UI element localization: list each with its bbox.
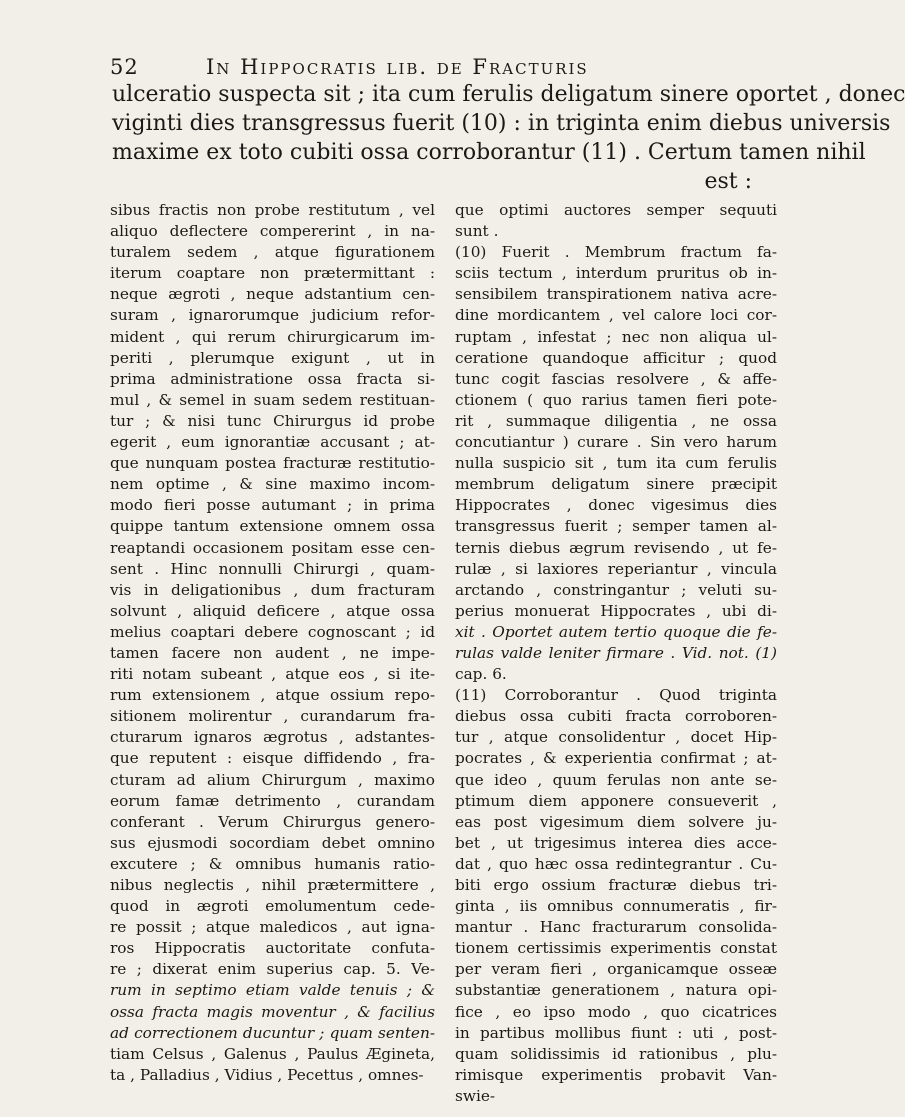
intro-paragraph [112, 80, 905, 196]
left-column-line: vis in deligationibus , dum fracturam [110, 580, 435, 599]
right-column-line: perius monuerat Hippocrates , ubi di- [455, 601, 777, 620]
intro-line: est : [704, 169, 752, 194]
intro-line: ulceratio suspecta sit ; ita cum ferulis deligatum sinere oportet , donec [112, 82, 905, 107]
right-column-line: rulas valde leniter firmare . Vid. not. (1) [455, 643, 777, 662]
left-column-line: turalem sedem , atque figurationem [110, 243, 435, 262]
right-column-line: substantiæ generationem , natura opi- [455, 981, 777, 1000]
right-column-line: ctionem ( quo rarius tamen fieri pote- [455, 390, 777, 409]
right-column-line: cap. 6. [455, 665, 507, 684]
left-column-line: suram , ignarorumque judicium refor- [110, 306, 435, 325]
left-column-line: riti notam subeant , atque eos , si ite- [110, 665, 435, 684]
left-column-line: ad correctionem ducuntur ; quam senten- [110, 1023, 435, 1042]
right-column-line: sciis tectum , interdum pruritus ob in- [455, 264, 777, 283]
left-column-line: que reputent : eisque diffidendo , fra- [110, 749, 435, 768]
right-column-line: (10) Fuerit . Membrum fractum fa- [455, 243, 777, 262]
left-column-line: nibus neglectis , nihil prætermittere , [110, 876, 435, 894]
right-column-line: concutiantur ) curare . Sin vero harum [455, 433, 777, 452]
right-column-line: rulæ , si laxiores reperiantur , vincula [455, 559, 777, 578]
left-column-line: cturam ad alium Chirurgum , maximo [110, 770, 435, 789]
left-column-line: ossa fracta magis moventur , & facilius [110, 1002, 435, 1021]
right-column-line: dat , quo hæc ossa redintegrantur . Cu- [455, 854, 777, 873]
right-column-line: eas post vigesimum diem solvere ju- [455, 812, 777, 831]
right-column-line: sunt . [455, 222, 499, 241]
right-column-line: rimisque experimentis probavit Van- [455, 1065, 777, 1084]
right-column-line: tionem certissimis experimentis constat [455, 939, 777, 958]
left-column-line: iterum coaptare non prætermittant : [110, 264, 435, 283]
left-column-line: eorum famæ detrimento , curandam [110, 791, 435, 810]
left-column-line: sent . Hinc nonnulli Chirurgi , quam- [110, 559, 435, 578]
left-column-line: egerit , eum ignorantiæ accusant ; at- [110, 433, 435, 452]
left-column-line: neque ægroti , neque adstantium cen- [110, 285, 435, 304]
right-column-line: ternis diebus ægrum revisendo , ut fe- [455, 538, 777, 557]
left-column-line: tur ; & nisi tunc Chirurgus id probe [110, 411, 435, 430]
left-column-line: quod in ægroti emolumentum cede- [110, 897, 435, 916]
right-column-line: ceratione quandoque afficitur ; quod [455, 348, 777, 367]
left-column-line: re possit ; atque maledicos , aut igna- [110, 918, 435, 937]
intro-line: viginti dies transgressus fuerit (10) : in triginta enim diebus universis [112, 111, 891, 136]
right-column-line: dine mordicantem , vel calore loci cor- [455, 306, 777, 325]
right-column-line: fice , eo ipso modo , quo cicatrices [455, 1002, 777, 1021]
right-column-line: arctando , constringantur ; veluti su- [455, 580, 777, 599]
left-column-line: ta , Palladius , Vidius , Pecettus , omnes- [110, 1065, 424, 1084]
right-column-line: ptimum diem apponere consueverit , [455, 791, 777, 810]
right-column-line: tunc cogit fascias resolvere , & affe- [455, 369, 777, 388]
left-column-line: sitionem molirentur , curandarum fra- [110, 707, 435, 726]
left-column-line: aliquo deflectere compererint , in na- [110, 222, 435, 241]
left-column-line: ros Hippocratis auctoritate confuta- [110, 939, 435, 958]
left-column-line: quippe tantum extensione omnem ossa [110, 517, 435, 536]
right-column-line: swie- [455, 1086, 496, 1105]
right-column-line: pocrates , & experientia confirmat ; at- [455, 749, 777, 768]
left-column-line: nem optime , & sine maximo incom- [110, 475, 435, 494]
right-column-line: mantur . Hanc fracturarum consolida- [455, 918, 777, 937]
left-column [110, 200, 435, 1086]
left-column-line: sus ejusmodi socordiam debet omnino [110, 833, 435, 852]
right-column-line: biti ergo ossium fracturæ diebus tri- [455, 876, 777, 894]
right-column-line: per veram fieri , organicamque osseæ [455, 960, 777, 979]
right-column-line: que optimi auctores semper sequuti [455, 201, 777, 219]
left-column-line: re ; dixerat enim superius cap. 5. Ve- [110, 960, 435, 979]
left-column-line: tamen facere non audent , ne impe- [110, 643, 435, 662]
left-column-line: melius coaptari debere cognoscant ; id [110, 622, 435, 641]
right-column-line: (11) Corroborantur . Quod triginta [455, 686, 777, 705]
right-column-line: bet , ut trigesimus interea dies acce- [455, 833, 777, 852]
right-column-line: membrum deligatum sinere præcipit [455, 475, 777, 494]
left-column-line: solvunt , aliquid deficere , atque ossa [110, 601, 435, 620]
left-column-line: sibus fractis non probe restitutum , vel [110, 201, 435, 219]
right-column-line: in partibus mollibus fiunt : uti , post- [455, 1023, 777, 1042]
left-column-line: reaptandi occasionem positam esse cen- [110, 538, 435, 557]
page-number: 52 [110, 55, 139, 79]
left-column-line: mident , qui rerum chirurgicarum im- [110, 327, 435, 346]
right-column-line: quam solidissimis id rationibus , plu- [455, 1044, 777, 1063]
left-column-line: mul , & semel in suam sedem restituan- [110, 390, 435, 409]
right-column-line: tur , atque consolidentur , docet Hip- [455, 728, 777, 747]
left-column-line: que nunquam postea fracturæ restitutio- [110, 454, 435, 473]
right-column-line: que ideo , quum ferulas non ante se- [455, 770, 777, 789]
right-column-line: ginta , iis omnibus connumeratis , fir- [455, 897, 777, 916]
intro-line: maxime ex toto cubiti ossa corroborantur (11) . Certum tamen nihil [112, 140, 866, 165]
left-column-line: prima administratione ossa fracta si- [110, 369, 435, 388]
running-title: In Hippocratis lib. de Fracturis [206, 55, 589, 79]
right-column-line: rit , summaque diligentia , ne ossa [455, 411, 777, 430]
right-column-line: transgressus fuerit ; semper tamen al- [455, 517, 777, 536]
left-column-line: excutere ; & omnibus humanis ratio- [110, 854, 435, 873]
left-column-line: tiam Celsus , Galenus , Paulus Ægineta, [110, 1044, 435, 1063]
left-column-line: cturarum ignaros ægrotus , adstantes- [110, 728, 435, 747]
left-column-line: rum in septimo etiam valde tenuis ; & [110, 981, 435, 1000]
right-column [455, 200, 777, 1107]
right-column-line: nulla suspicio sit , tum ita cum ferulis [455, 454, 777, 473]
right-column-line: sensibilem transpirationem nativa acre- [455, 285, 777, 304]
right-column-line: Hippocrates , donec vigesimus dies [455, 496, 777, 515]
right-column-line: xit . Oportet autem tertio quoque die fe- [455, 622, 777, 641]
left-column-line: rum extensionem , atque ossium repo- [110, 686, 435, 705]
right-column-line: diebus ossa cubiti fracta corroboren- [455, 707, 777, 726]
left-column-line: periti , plerumque exigunt , ut in [110, 348, 435, 367]
left-column-line: modo fieri posse autumant ; in prima [110, 496, 435, 515]
left-column-line: conferant . Verum Chirurgus genero- [110, 812, 435, 831]
right-column-line: ruptam , infestat ; nec non aliqua ul- [455, 327, 777, 346]
